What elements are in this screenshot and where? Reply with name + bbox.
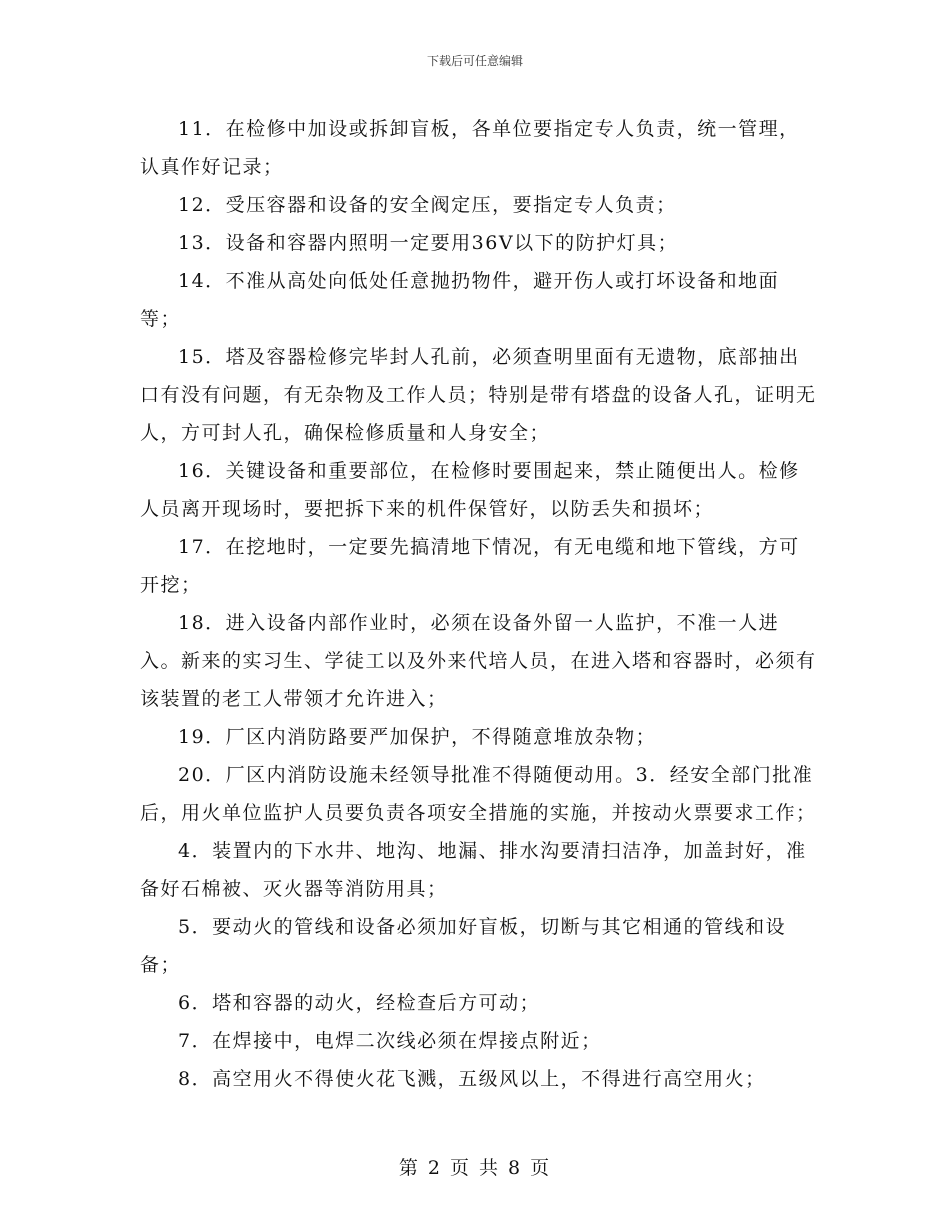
- paragraph: 16．关键设备和重要部位，在检修时要围起来，禁止随便出人。检修人员离开现场时，要把拆下来的机件保管好，以防丢失和损坏；: [140, 460, 800, 520]
- paragraph: 18．进入设备内部作业时，必须在设备外留一人监护，不准一人进入。新来的实习生、学徒工以及外来代培人员，在进入塔和容器时，必须有该装置的老工人带领才允许进入；: [140, 612, 817, 710]
- page-footer: 第 2 页 共 8 页: [398, 1157, 552, 1179]
- paragraph: 4．装置内的下水井、地沟、地漏、排水沟要清扫洁净，加盖封好，准备好石棉被、灭火器等消防用具；: [140, 840, 807, 900]
- document-body: [140, 110, 820, 1098]
- paragraph: 12．受压容器和设备的安全阀定压，要指定专人负责；: [178, 194, 677, 216]
- paragraph: 15．塔及容器检修完毕封人孔前，必须查明里面有无遗物，底部抽出口有没有问题，有无杂物及工作人员；特别是带有塔盘的设备人孔，证明无人，方可封人孔，确保检修质量和人身安全；: [140, 346, 817, 444]
- paragraph: 5．要动火的管线和设备必须加好盲板，切断与其它相通的管线和设备；: [140, 916, 787, 976]
- paragraph: 6．塔和容器的动火，经检查后方可动；: [178, 992, 541, 1014]
- page-header: 下载后可任意编辑: [426, 54, 523, 68]
- paragraph: 17．在挖地时，一定要先搞清地下情况，有无电缆和地下管线，方可开挖；: [140, 536, 800, 596]
- paragraph: 8．高空用火不得使火花飞溅，五级风以上，不得进行高空用火；: [178, 1068, 766, 1090]
- paragraph: 14．不准从高处向低处任意抛扔物件，避开伤人或打坏设备和地面等；: [140, 270, 780, 330]
- paragraph: 7．在焊接中，电焊二次线必须在焊接点附近；: [178, 1030, 602, 1052]
- paragraph: 13．设备和容器内照明一定要用36V以下的防护灯具；: [178, 232, 679, 254]
- paragraph: 19．厂区内消防路要严加保护，不得随意堆放杂物；: [178, 726, 657, 748]
- paragraph: 20．厂区内消防设施未经领导批准不得随便动用。3．经安全部门批准后，用火单位监护人员要负责各项安全措施的实施，并按动火票要求工作；: [140, 764, 817, 824]
- paragraph: 11．在检修中加设或拆卸盲板，各单位要指定专人负责，统一管理，认真作好记录；: [140, 118, 800, 178]
